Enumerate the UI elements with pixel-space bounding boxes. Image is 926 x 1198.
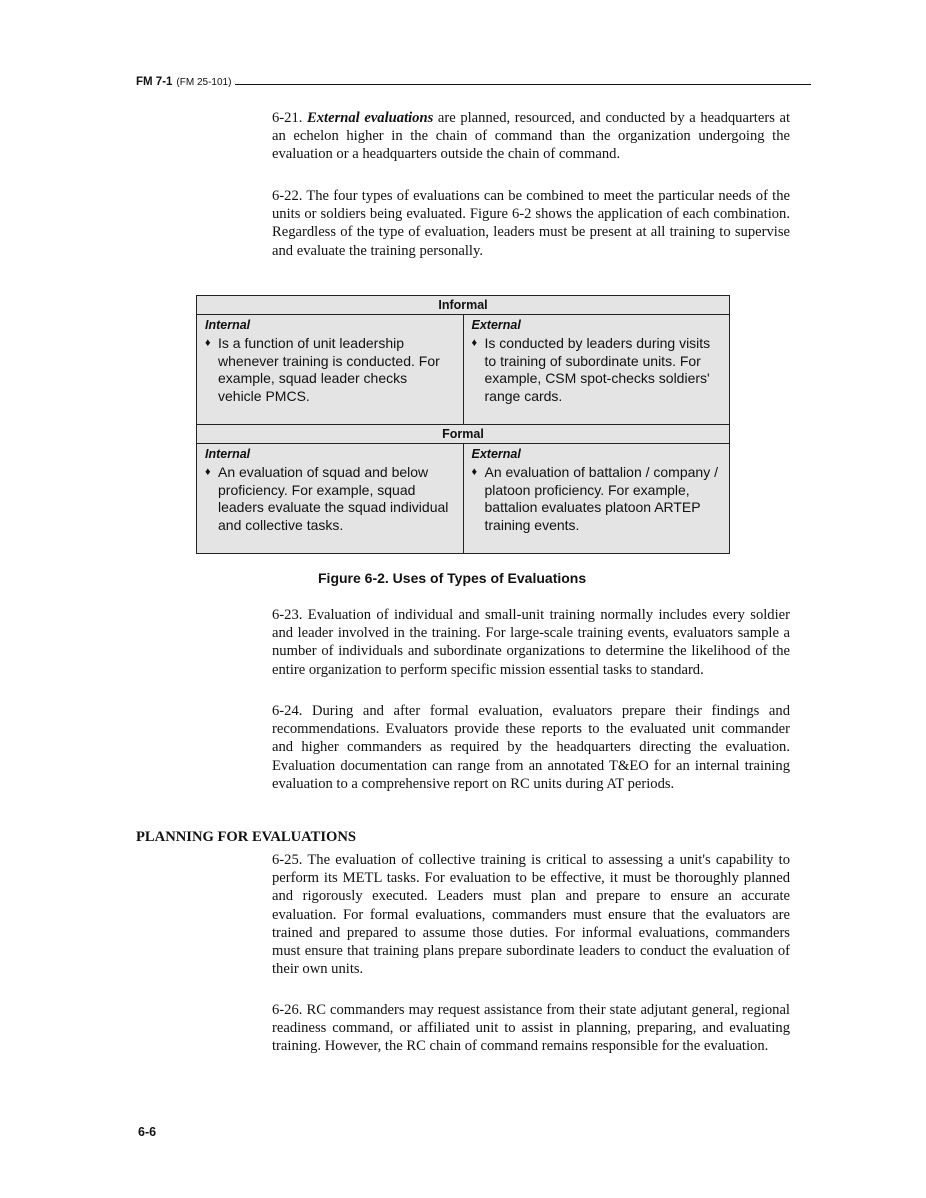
bullet-text: An evaluation of squad and below proficiency. For example, squad leaders evaluate the squad individual and collective tasks.: [218, 464, 449, 533]
cell-heading: External: [471, 318, 521, 332]
diamond-bullet-icon: ♦: [471, 337, 478, 349]
page-number: 6-6: [138, 1125, 157, 1139]
diamond-bullet-icon: ♦: [471, 466, 478, 478]
paragraph-number: 6-21.: [272, 110, 303, 126]
header-rule: [235, 84, 811, 85]
diamond-bullet-icon: ♦: [205, 466, 211, 478]
cell-heading: Internal: [205, 318, 251, 332]
bullet-text: An evaluation of battalion / company / platoon proficiency. For example, battalion evaluates platoon ARTEP training events.: [484, 464, 718, 533]
informal-internal-cell: [197, 315, 463, 424]
bullet-text: Is a function of unit leadership whenever training is conducted. For example, squad leader checks vehicle PMCS.: [218, 335, 440, 404]
cell-bullet: [205, 335, 455, 405]
supersedes-number: (FM 25-101): [176, 77, 232, 88]
formal-internal-cell: [197, 444, 463, 553]
cell-heading: External: [471, 447, 521, 461]
paragraph-6-25: 6-25. The evaluation of collective training is critical to assessing a unit's capability to perform its METL tasks. For evaluation to be effective, it must be thoroughly planned and rigorously executed. Leaders must plan and prepare to ensure an accurate evaluation. For formal evaluations, commanders must ensure that the evaluators are trained and prepared to assume those duties. For informal evaluations, commanders must ensure that training plans prepare subordinate leaders to conduct the evaluation of their own units.: [272, 852, 790, 978]
cell-bullet: [205, 464, 455, 534]
formal-band: Formal: [197, 424, 729, 444]
figure-caption: [196, 570, 730, 586]
bullet-text: Is conducted by leaders during visits to training of subordinate units. For example, CSM spot-checks soldiers' range cards.: [484, 335, 711, 404]
paragraph-text: are planned, resourced, and conducted by a headquarters at an echelon higher in the chain of command than the organization undergoing the evaluation or a headquarters outside the chain of command.: [272, 110, 791, 163]
cell-bullet: [472, 464, 722, 534]
evaluation-types-figure: [196, 295, 730, 554]
diamond-bullet-icon: ♦: [205, 337, 211, 349]
paragraph-6-22: 6-22. The four types of evaluations can be combined to meet the particular needs of the units or soldiers being evaluated. Figure 6-2 shows the application of each combination. Regardless of the type of evaluation, leaders must be present at all training to supervise and evaluate the training personally.: [272, 188, 790, 259]
paragraph-6-23: 6-23. Evaluation of individual and small-unit training normally includes every soldier and leader involved in the training. For large-scale training events, evaluators sample a number of individuals and subordinate organizations to determine the likelihood of the entire organization to perform specific mission essential tasks to standard.: [272, 607, 790, 678]
figure-caption-text: Figure 6-2. Uses of Types of Evaluations: [318, 570, 587, 586]
informal-external-cell: [463, 315, 730, 424]
informal-band: Informal: [197, 296, 729, 315]
manual-number: FM 7-1: [136, 76, 173, 88]
running-header: [136, 72, 811, 88]
section-heading: PLANNING FOR EVALUATIONS: [136, 829, 357, 845]
formal-row: [197, 444, 729, 553]
defined-term: External evaluations: [307, 110, 434, 126]
paragraph-6-21: [272, 109, 790, 164]
cell-heading: Internal: [205, 447, 251, 461]
informal-row: [197, 315, 729, 424]
cell-bullet: [472, 335, 722, 405]
paragraph-6-26: 6-26. RC commanders may request assistance from their state adjutant general, regional readiness command, or affiliated unit to assist in planning, preparing, and evaluating training. However, the RC chain of command remains responsible for the evaluation.: [272, 1002, 790, 1055]
formal-external-cell: [463, 444, 730, 553]
paragraph-6-24: 6-24. During and after formal evaluation, evaluators prepare their findings and recommendations. Evaluators provide these reports to the evaluated unit commander and higher commanders as required by the headquarters directing the evaluation. Evaluation documentation can range from an annotated T&EO for an internal training evaluation to a comprehensive report on RC units during AT periods.: [272, 703, 790, 792]
